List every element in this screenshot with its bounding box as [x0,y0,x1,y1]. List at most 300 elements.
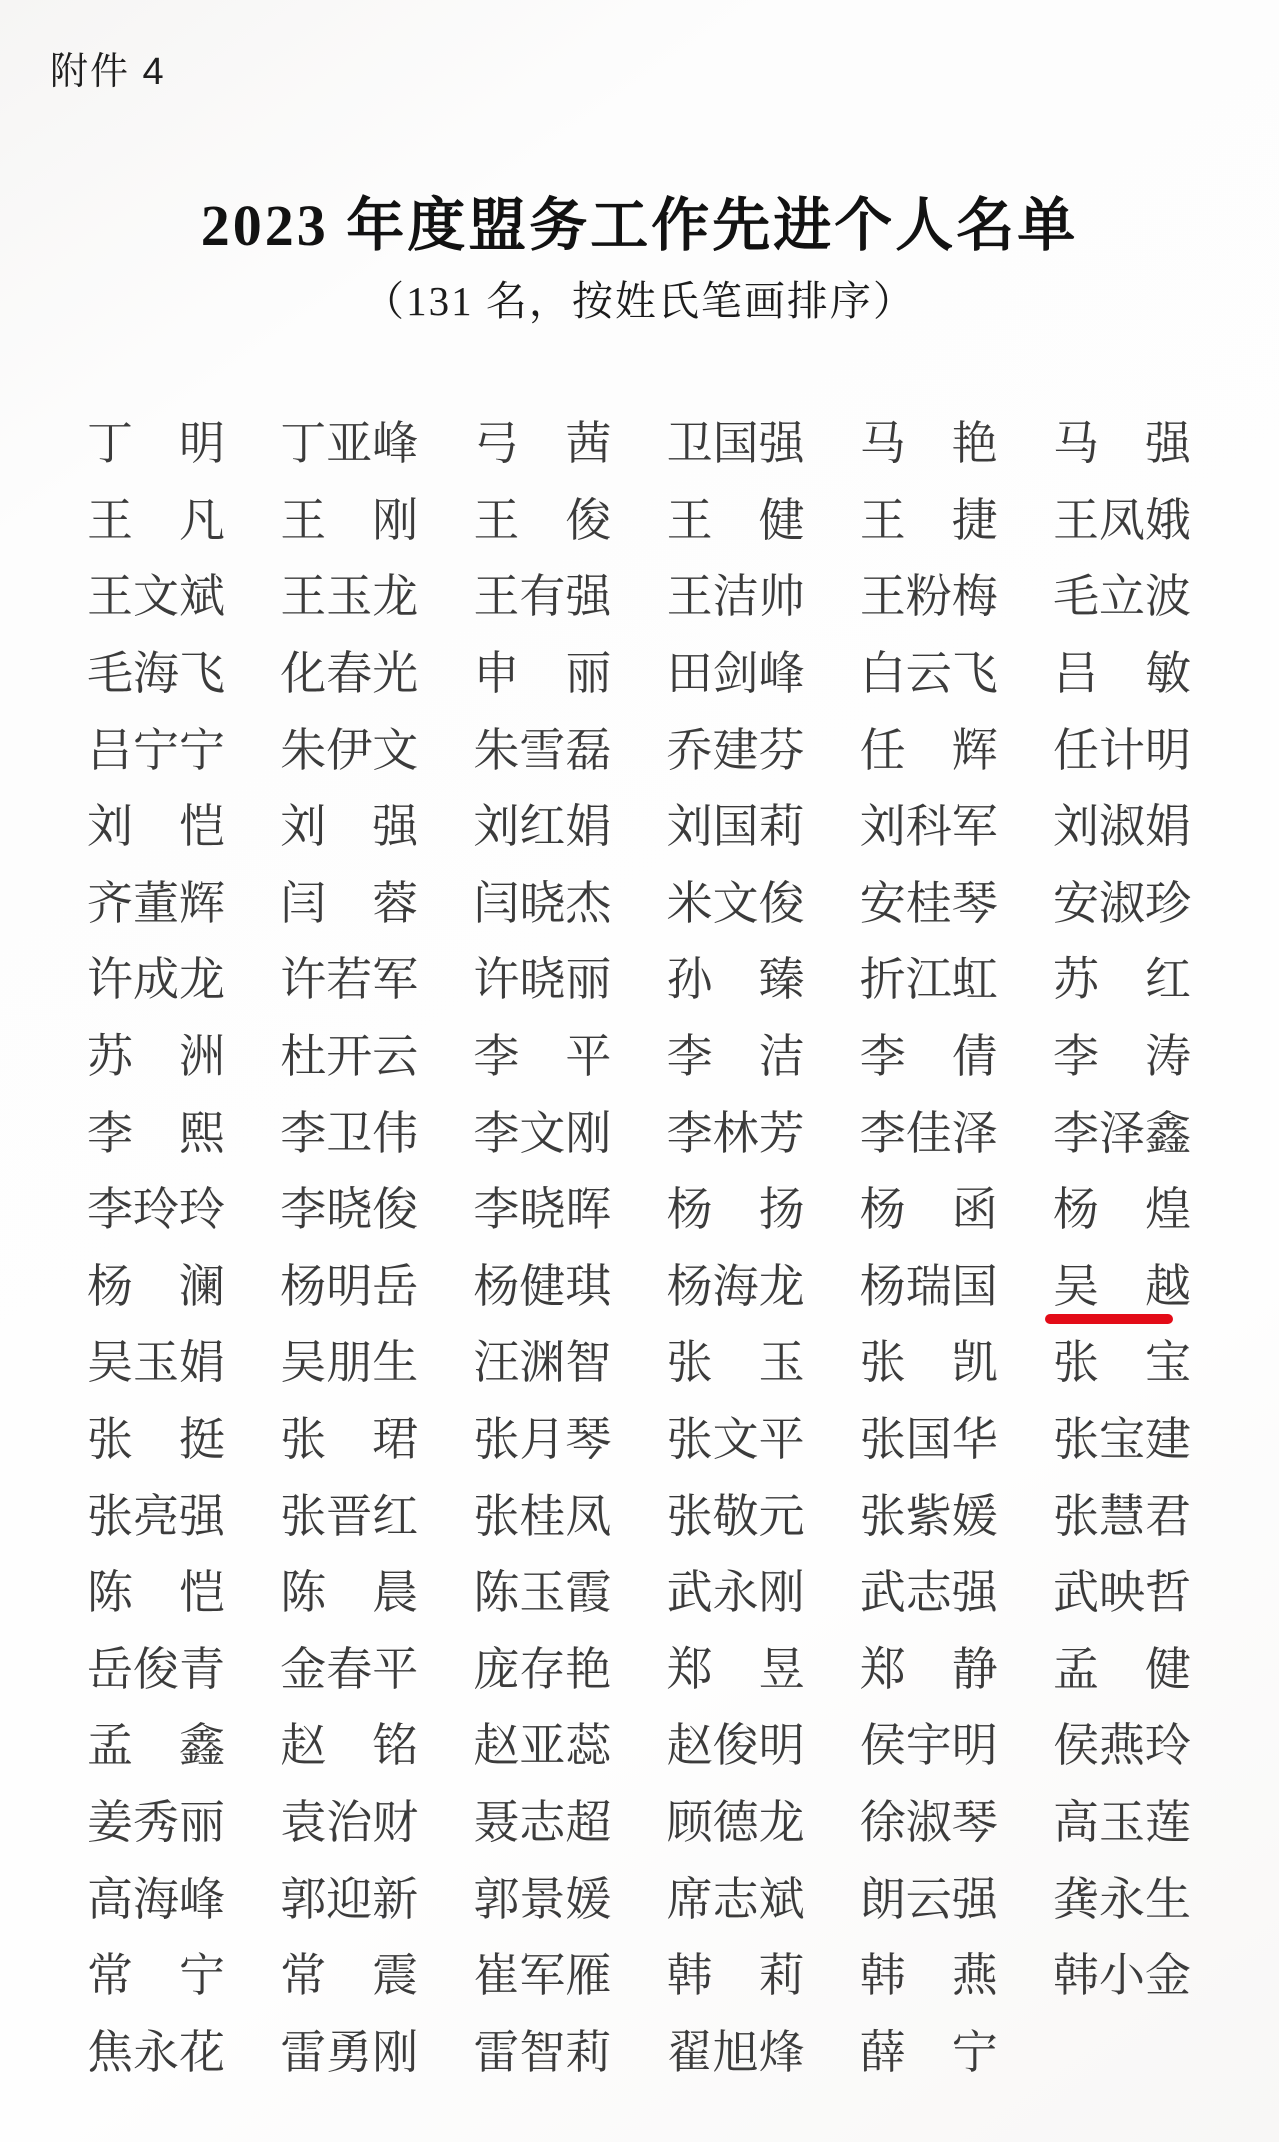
name-cell [280,571,419,623]
name-cell [87,1796,225,1848]
name-character: 晖 [565,1184,612,1236]
name-character: 赵 [280,1720,327,1772]
name-character: 俊 [133,1643,179,1695]
name-cell [1052,418,1191,470]
name-character: 安 [1052,877,1099,929]
name-character: 孟 [1052,1643,1099,1695]
name-cell [859,801,998,853]
name-character: 伟 [372,1107,419,1159]
name-character: 白 [859,648,906,700]
name-cell [87,1490,225,1542]
name-character: 蕊 [565,1720,612,1772]
name-character: 岳 [87,1643,133,1695]
name-character: 存 [519,1643,566,1695]
name-character: 凯 [951,1337,998,1389]
name-character: 刘 [859,801,906,853]
name-character: 杨 [666,1184,713,1236]
name-row [87,483,1191,560]
name-character: 琴 [951,877,998,929]
name-cell [666,1337,805,1389]
name-character: 张 [666,1414,713,1466]
name-character: 治 [326,1796,373,1848]
name-cell [1052,1031,1191,1083]
name-character: 张 [859,1337,906,1389]
name-cell [87,954,225,1006]
name-character: 文 [133,571,179,623]
name-character: 江 [905,954,952,1006]
name-cell [87,1107,225,1159]
name-character: 计 [1098,724,1145,776]
name-row [87,712,1191,789]
name-cell [859,571,998,623]
name-cell [473,418,612,470]
name-character: 俊 [758,877,805,929]
name-cell [859,1337,998,1389]
name-character: 玲 [133,1184,179,1236]
name-character: 丁 [280,418,327,470]
name-cell [87,1337,225,1389]
name-cell [87,1720,225,1772]
name-character: 孙 [666,954,713,1006]
name-character: 马 [859,418,906,470]
name-character: 文 [372,724,419,776]
name-character: 折 [859,954,906,1006]
name-character: 鑫 [1144,1107,1191,1159]
name-cell [473,648,612,700]
name-row [87,1478,1191,1555]
name-character: 齐 [87,877,133,929]
name-character: 俊 [372,1184,419,1236]
name-character: 青 [179,1643,225,1695]
name-character: 凤 [565,1490,612,1542]
name-character: 晓 [326,1184,373,1236]
name-character: 辉 [951,724,998,776]
name-cell [666,2026,805,2078]
name-character: 常 [280,1950,327,2002]
name-cell [473,1796,612,1848]
name-character: 超 [565,1796,612,1848]
name-character: 韩 [666,1950,713,2002]
name-character: 李 [473,1184,520,1236]
name-character: 袁 [280,1796,327,1848]
name-character: 李 [859,1107,906,1159]
name-character: 玉 [133,1337,179,1389]
name-character: 艳 [951,418,998,470]
name-character: 金 [280,1643,327,1695]
name-character: 娟 [1144,801,1191,853]
name-character: 丽 [565,648,612,700]
page-title: 2023 年度盟务工作先进个人名单 [200,193,1079,258]
name-character: 智 [519,2026,566,2078]
name-cell [1052,1490,1191,1542]
name-character: 若 [326,954,373,1006]
name-cell [666,571,805,623]
name-cell [280,1184,419,1236]
name-cell [280,1796,419,1848]
name-character: 迎 [326,1873,373,1925]
name-character: 国 [712,418,759,470]
name-cell [473,1184,612,1236]
name-character: 张 [859,1490,906,1542]
name-character: 李 [473,1107,520,1159]
name-character: 国 [905,1414,952,1466]
name-character: 朱 [473,724,520,776]
name-character: 旭 [712,2026,759,2078]
name-character: 宁 [179,1950,225,2002]
name-cell [1052,1414,1191,1466]
name-cell [666,1950,805,2002]
name-character: 许 [473,954,520,1006]
name-character: 宁 [133,724,179,776]
name-cell [473,954,612,1006]
name-character: 峰 [179,1873,225,1925]
name-cell [859,1950,998,2002]
name-character: 张 [473,1414,520,1466]
name-character: 明 [179,418,225,470]
name-character: 红 [519,801,566,853]
name-character: 健 [758,494,805,546]
name-character: 明 [758,1720,805,1772]
name-character: 霞 [565,1567,612,1619]
name-cell [280,1567,419,1619]
name-character: 武 [859,1567,906,1619]
name-character: 有 [519,571,566,623]
name-character: 许 [87,954,133,1006]
name-character: 焦 [87,2026,133,2078]
name-cell [280,1873,419,1925]
name-character: 洲 [179,1031,225,1083]
name-cell [87,571,225,623]
name-character: 红 [372,1490,419,1542]
name-character: 淑 [1098,801,1145,853]
name-character: 洁 [712,571,759,623]
name-character: 翟 [666,2026,713,2078]
name-character: 粉 [905,571,952,623]
name-character: 飞 [179,648,225,700]
name-cell [1052,1567,1191,1619]
name-cell [473,1260,612,1312]
name-character: 函 [951,1184,998,1236]
highlighted-name-cell [1052,1260,1191,1312]
name-cell [859,2026,998,2078]
name-character: 芬 [758,724,805,776]
name-character: 申 [473,648,520,700]
name-character: 娟 [179,1337,225,1389]
name-character: 志 [519,1796,566,1848]
name-cell [280,801,419,853]
name-row [87,1249,1191,1326]
name-cell [1052,877,1191,929]
name-character: 岳 [372,1260,419,1312]
name-character: 春 [326,1643,373,1695]
name-character: 俊 [712,1720,759,1772]
name-character: 杨 [1052,1184,1099,1236]
name-character: 煌 [1144,1184,1191,1236]
name-character: 金 [1144,1950,1191,2002]
name-cell [87,801,225,853]
name-character: 朋 [326,1337,373,1389]
name-character: 成 [133,954,179,1006]
name-row [87,1172,1191,1249]
name-row [87,1555,1191,1632]
name-character: 鑫 [179,1720,225,1772]
name-character: 帅 [758,571,805,623]
name-character: 刘 [666,801,713,853]
name-character: 侯 [859,1720,906,1772]
name-character: 文 [519,1107,566,1159]
name-character: 燕 [951,1950,998,2002]
name-character: 田 [666,648,713,700]
name-character: 玲 [1144,1720,1191,1772]
name-character: 琪 [565,1260,612,1312]
name-row [87,1019,1191,1096]
name-cell [1052,1107,1191,1159]
name-cell [280,648,419,700]
name-character: 云 [905,648,952,700]
name-character: 刘 [87,801,133,853]
name-character: 龙 [179,954,225,1006]
name-character: 李 [666,1107,713,1159]
name-cell [473,801,612,853]
name-cell [859,1107,998,1159]
name-character: 智 [565,1337,612,1389]
name-character: 红 [1144,954,1191,1006]
name-character: 吕 [87,724,133,776]
name-character: 亮 [133,1490,179,1542]
name-character: 刘 [1052,801,1099,853]
name-character: 安 [859,877,906,929]
name-character: 王 [859,494,906,546]
name-cell [666,1643,805,1695]
name-character: 月 [519,1414,566,1466]
page-subtitle: （131 名，按姓氏笔画排序） [363,278,916,324]
name-cell [473,877,612,929]
name-character: 花 [179,2026,225,2078]
name-character: 泽 [951,1107,998,1159]
name-character: 志 [905,1567,952,1619]
name-character: 龙 [758,1796,805,1848]
name-character: 张 [666,1490,713,1542]
name-character: 龙 [758,1260,805,1312]
name-cell [666,648,805,700]
name-character: 澜 [179,1260,225,1312]
name-character: 茜 [565,418,612,470]
name-cell [280,1490,419,1542]
name-character: 杰 [565,877,612,929]
name-cell [859,1184,998,1236]
name-character: 杨 [87,1260,133,1312]
name-cell [473,494,612,546]
name-cell [1052,1184,1191,1236]
name-character: 化 [280,648,327,700]
name-cell [280,1337,419,1389]
name-character: 斌 [758,1873,805,1925]
name-character: 平 [565,1031,612,1083]
name-character: 晓 [519,877,566,929]
name-cell [473,1414,612,1466]
name-character: 哲 [1144,1567,1191,1619]
name-character: 熙 [179,1107,225,1159]
name-character: 王 [280,494,327,546]
name-character: 韩 [859,1950,906,2002]
name-character: 吕 [1052,648,1099,700]
name-character: 张 [280,1490,327,1542]
name-character: 渊 [519,1337,566,1389]
name-cell [859,1643,998,1695]
name-character: 晋 [326,1490,373,1542]
name-cell [87,877,225,929]
name-character: 刚 [372,2026,419,2078]
name-character: 莉 [565,2026,612,2078]
name-character: 高 [1052,1796,1099,1848]
name-character: 龚 [1052,1873,1099,1925]
name-cell [666,724,805,776]
name-character: 军 [372,954,419,1006]
name-cell [666,801,805,853]
name-cell [859,648,998,700]
name-character: 强 [1144,418,1191,470]
name-character: 亚 [326,418,373,470]
name-row [87,559,1191,636]
name-character: 李 [1052,1031,1099,1083]
name-character: 武 [1052,1567,1099,1619]
name-cell [859,1031,998,1083]
name-character: 刚 [758,1567,805,1619]
name-cell [87,494,225,546]
name-character: 玉 [519,1567,566,1619]
name-character: 宝 [1144,1337,1191,1389]
name-cell [473,1337,612,1389]
name-character: 越 [1144,1260,1191,1312]
name-cell [280,494,419,546]
name-character: 俊 [565,494,612,546]
name-character: 艳 [565,1643,612,1695]
name-character: 蓉 [372,877,419,929]
name-character: 文 [712,877,759,929]
name-character: 杨 [859,1184,906,1236]
name-cell [666,1184,805,1236]
name-cell [473,1031,612,1083]
name-character: 亚 [519,1720,566,1772]
name-character: 玉 [326,571,373,623]
name-character: 景 [519,1873,566,1925]
name-grid [87,406,1191,2091]
name-character: 李 [666,1031,713,1083]
name-character: 永 [133,2026,179,2078]
name-character: 乔 [666,724,713,776]
name-character: 佳 [905,1107,952,1159]
name-character: 凤 [1098,494,1145,546]
name-cell [666,1873,805,1925]
name-cell [859,1414,998,1466]
name-character: 峰 [372,418,419,470]
name-row [87,789,1191,866]
name-character: 国 [951,1260,998,1312]
name-character: 张 [666,1337,713,1389]
name-row [87,406,1191,483]
name-character: 涛 [1144,1031,1191,1083]
name-character: 淑 [1098,877,1145,929]
name-cell [666,954,805,1006]
name-character: 科 [905,801,952,853]
name-cell [1052,724,1191,776]
name-character: 挺 [179,1414,225,1466]
name-character: 宁 [179,724,225,776]
name-character: 张 [1052,1490,1099,1542]
name-character: 任 [1052,724,1099,776]
name-cell [859,1796,998,1848]
name-character: 扬 [758,1184,805,1236]
name-cell [87,418,225,470]
name-character: 弓 [473,418,520,470]
name-character: 吴 [87,1337,133,1389]
name-cell [666,877,805,929]
name-character: 雪 [519,724,566,776]
name-row [87,1095,1191,1172]
name-character: 李 [859,1031,906,1083]
name-cell [473,1567,612,1619]
name-cell [666,1031,805,1083]
name-cell [666,1414,805,1466]
name-character: 烽 [758,2026,805,2078]
name-cell [1052,954,1191,1006]
name-character: 王 [666,494,713,546]
name-cell [473,1490,612,1542]
name-character: 侯 [1052,1720,1099,1772]
name-character: 郭 [473,1873,520,1925]
name-character: 泽 [1098,1107,1145,1159]
name-cell [280,954,419,1006]
name-character: 建 [1144,1414,1191,1466]
name-character: 勇 [326,2026,373,2078]
name-character: 毛 [1052,571,1099,623]
name-character: 莲 [1144,1796,1191,1848]
name-row [87,942,1191,1019]
name-cell [280,1107,419,1159]
name-character: 桂 [519,1490,566,1542]
name-character: 臻 [758,954,805,1006]
name-character: 军 [519,1950,566,2002]
name-character: 海 [133,1873,179,1925]
name-character: 桂 [905,877,952,929]
name-character: 李 [87,1107,133,1159]
name-character: 生 [372,1337,419,1389]
name-character: 文 [712,1414,759,1466]
name-cell [280,2026,419,2078]
name-cell [859,418,998,470]
name-cell [859,1490,998,1542]
name-row [87,866,1191,943]
name-character: 晨 [372,1567,419,1619]
name-cell [280,1260,419,1312]
name-character: 宝 [1098,1414,1145,1466]
name-cell [473,1643,612,1695]
name-cell [1052,1950,1191,2002]
name-character: 春 [326,648,373,700]
name-character: 张 [87,1414,133,1466]
name-character: 董 [133,877,179,929]
name-cell [1052,648,1191,700]
name-cell [859,954,998,1006]
name-cell [859,724,998,776]
name-character: 王 [473,494,520,546]
name-cell [1052,1337,1191,1389]
name-character: 倩 [951,1031,998,1083]
name-cell [473,724,612,776]
name-character: 朱 [280,724,327,776]
name-character: 马 [1052,418,1099,470]
name-character: 晓 [519,954,566,1006]
